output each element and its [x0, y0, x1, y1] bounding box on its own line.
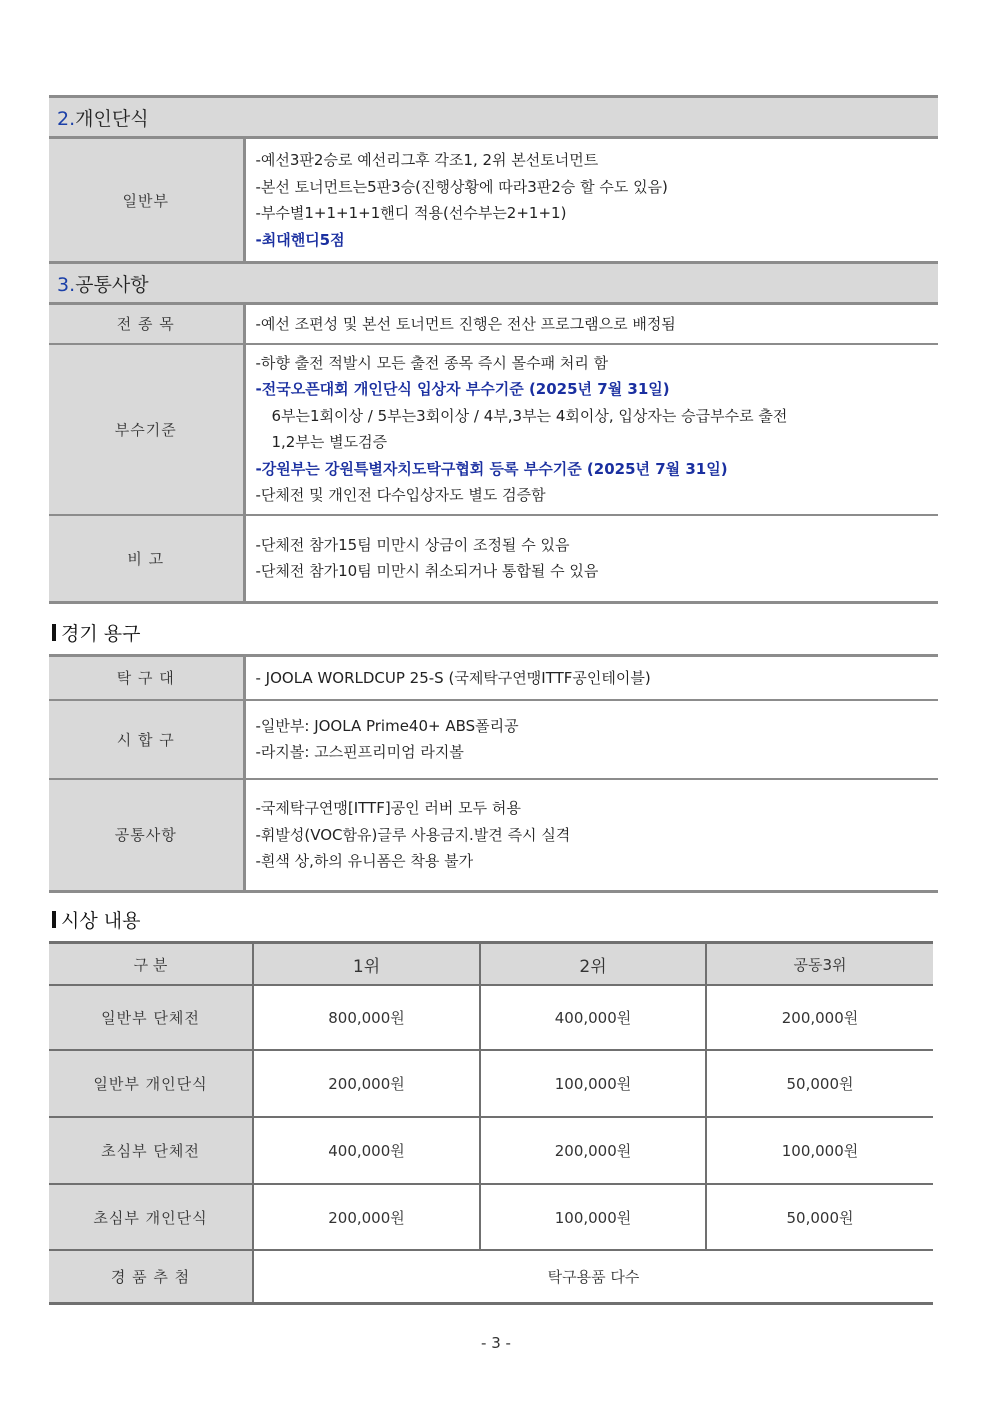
lottery-value: 탁구용품 다수: [253, 1250, 933, 1303]
equipment-row-common: [49, 779, 938, 892]
awards-title: 시상 내용: [61, 910, 141, 932]
row-content: [244, 700, 938, 779]
award-first: 400,000원: [253, 1117, 480, 1184]
award-first: 800,000원: [253, 985, 480, 1050]
equipment-row-ball: [49, 700, 938, 779]
row-content: [244, 344, 938, 515]
row-label: 시 합 구: [49, 700, 244, 779]
award-division: 일반부 개인단식: [49, 1050, 253, 1117]
row-label: 공통사항: [49, 779, 244, 892]
award-third: 50,000원: [706, 1184, 933, 1250]
text-line: 1,2부는 별도검증: [271, 433, 388, 451]
award-row: [49, 1050, 933, 1117]
text-line: -휘발성(VOC함유)글루 사용금지.발견 즉시 실격: [255, 825, 571, 844]
row-label: 부수기준: [49, 344, 244, 515]
text-line: -단체전 참가15팀 미만시 상금이 조정될 수 있음: [255, 535, 570, 554]
text-line: 6부는1회이상 / 5부는3회이상 / 4부,3부는 4회이상, 입상자는 승급부수로 출전: [271, 406, 788, 425]
heading-bullet: [52, 624, 56, 641]
award-third: 50,000원: [706, 1050, 933, 1117]
section3-row-notes: [49, 515, 938, 603]
section2-header: [49, 97, 938, 138]
awards-heading: [52, 906, 140, 933]
award-first: 200,000원: [253, 1050, 480, 1117]
award-second: 100,000원: [480, 1050, 706, 1117]
award-second: 400,000원: [480, 985, 706, 1050]
section3-row-division-criteria: [49, 344, 938, 515]
award-third: 200,000원: [706, 985, 933, 1050]
text-line: -본선 토너먼트는5판3승(진행상황에 따라3판2승 할 수도 있음): [255, 177, 668, 196]
award-division: 일반부 단체전: [49, 985, 253, 1050]
section3-title: 공통사항: [75, 273, 149, 296]
header-third: 공동3위: [706, 943, 933, 986]
text-line: -하향 출전 적발시 모든 출전 종목 즉시 몰수패 처리 함: [255, 353, 609, 372]
lottery-label: 경 품 추 첨: [49, 1250, 253, 1303]
award-second: 100,000원: [480, 1184, 706, 1250]
row-label: 비 고: [49, 515, 244, 603]
heading-bullet: [52, 911, 56, 928]
text-line: -부수별1+1+1+1핸디 적용(선수부는2+1+1): [255, 204, 567, 222]
row-content: [244, 656, 938, 700]
rules-table: [49, 95, 938, 604]
header-first: 1위: [253, 943, 480, 986]
award-row: [49, 985, 933, 1050]
awards-table: [49, 941, 933, 1305]
text-line: -예선3판2승로 예선리그후 각조1, 2위 본선토너먼트: [255, 151, 599, 169]
award-division: 초심부 단체전: [49, 1117, 253, 1184]
section2-number: 2.: [57, 107, 76, 130]
award-division: 초심부 개인단식: [49, 1184, 253, 1250]
award-second: 200,000원: [480, 1117, 706, 1184]
award-row: [49, 1117, 933, 1184]
section3-header: [49, 263, 938, 304]
page-number: - 3 -: [481, 1334, 511, 1352]
awards-header-row: [49, 943, 933, 986]
row-label: 전 종 목: [49, 304, 244, 344]
equipment-title: 경기 용구: [61, 623, 141, 645]
text-line: -단체전 및 개인전 다수입상자도 별도 검증함: [255, 486, 546, 504]
award-first: 200,000원: [253, 1184, 480, 1250]
text-line-highlight: -강원부는 강원특별자치도탁구협회 등록 부수기준 (2025년 7월 31일): [255, 459, 728, 478]
row-content: [244, 779, 938, 892]
text-line: - JOOLA WORLDCUP 25-S (국제탁구연맹ITTF공인테이블): [255, 668, 651, 687]
row-content: [244, 138, 938, 263]
row-content: [244, 515, 938, 603]
text-line-highlight: -최대핸디5점: [255, 230, 345, 249]
section2-title: 개인단식: [75, 107, 149, 130]
text-line: -일반부: JOOLA Prime40+ ABS폴리공: [255, 716, 519, 735]
text-line: -라지볼: 고스핀프리미엄 라지볼: [255, 743, 464, 761]
section3-number: 3.: [57, 273, 76, 296]
section2-row-general: [49, 138, 938, 263]
header-second: 2위: [480, 943, 706, 986]
equipment-table: [49, 654, 938, 893]
text-line-highlight: -전국오픈대회 개인단식 입상자 부수기준 (2025년 7월 31일): [255, 380, 670, 398]
text-line: -흰색 상,하의 유니폼은 착용 불가: [255, 852, 474, 870]
lottery-row: [49, 1250, 933, 1303]
award-row: [49, 1184, 933, 1250]
row-content: [244, 304, 938, 344]
equipment-heading: [52, 619, 140, 646]
text-line: -단체전 참가10팀 미만시 취소되거나 통합될 수 있음: [255, 562, 599, 581]
equipment-row-table: [49, 656, 938, 700]
section3-row-all-events: [49, 304, 938, 344]
header-division: 구 분: [49, 943, 253, 986]
text-line: -국제탁구연맹[ITTF]공인 러버 모두 허용: [255, 799, 521, 817]
row-label: 탁 구 대: [49, 656, 244, 700]
text-line: -예선 조편성 및 본선 토너먼트 진행은 전산 프로그램으로 배정됨: [255, 314, 676, 333]
row-label: 일반부: [49, 138, 244, 263]
award-third: 100,000원: [706, 1117, 933, 1184]
